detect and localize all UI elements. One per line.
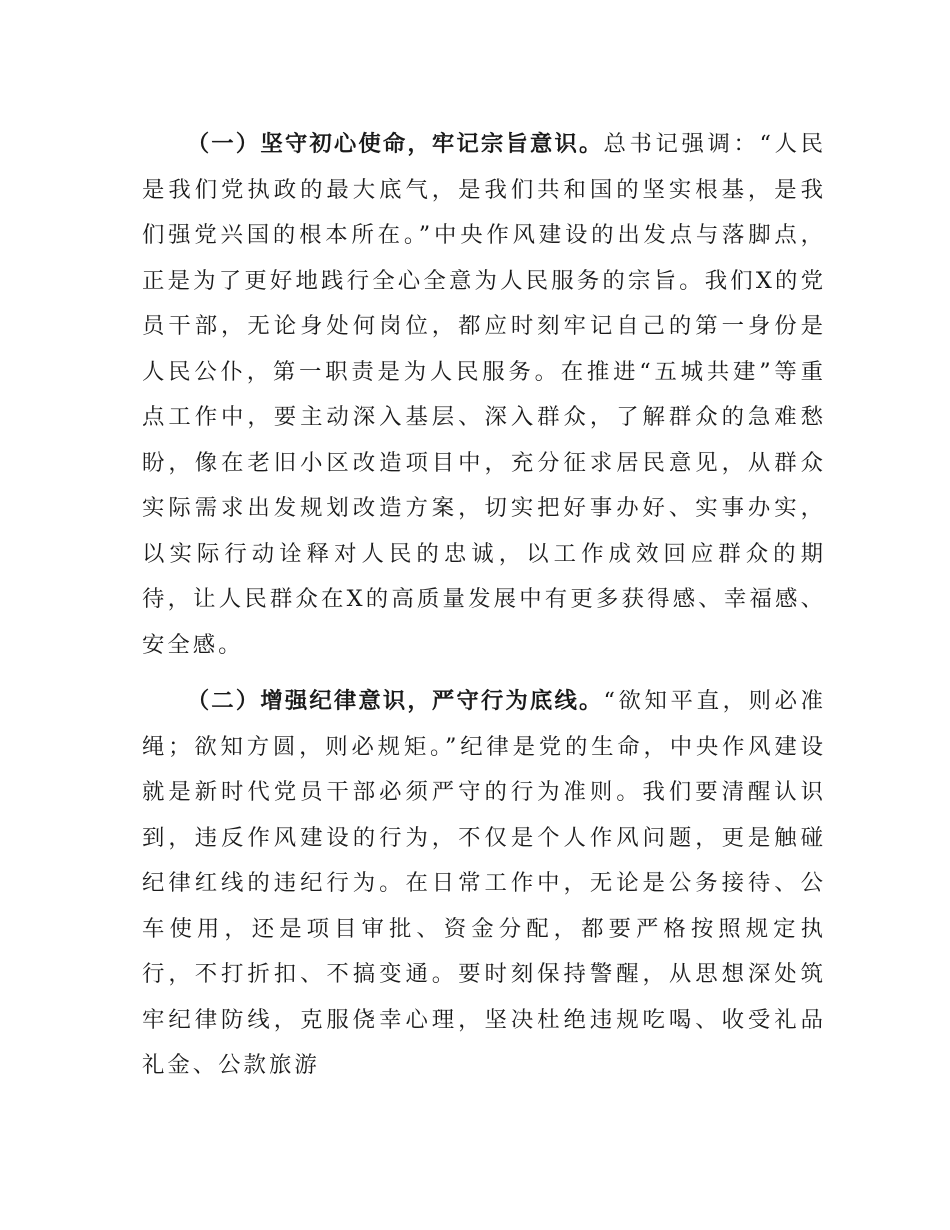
paragraph-2-heading: （二）增强纪律意识，严守行为底线。: [186, 688, 604, 714]
paragraph-1-heading: （一）坚守初心使命，牢记宗旨意识。: [186, 131, 604, 157]
paragraph-1-body: 总书记强调：“人民是我们党执政的最大底气，是我们共和国的坚实根基，是我们强党兴国的根本所在。”中央作风建设的出发点与落脚点，正是为了更好地践行全心全意为人民服务的宗旨。我们X的党员干部，无论身处何岗位，都应时刻牢记自己的第一身份是人民公仆，第一职责是为人民服务。在推进“五城共建”等重点工作中，要主动深入基层、深入群众，了解群众的急难愁盼，像在老旧小区改造项目中，充分征求居民意见，从群众实际需求出发规划改造方案，切实把好事办好、实事办实，以实际行动诠释对人民的忠诚，以工作成效回应群众的期待，让人民群众在X的高质量发展中有更多获得感、幸福感、安全感。: [142, 131, 826, 658]
paragraph-2-body: “欲知平直，则必准绳；欲知方圆，则必规矩。”纪律是党的生命，中央作风建设就是新时代党员干部必须严守的行为准则。我们要清醒认识到，违反作风建设的行为，不仅是个人作风问题，更是触碰纪律红线的违纪行为。在日常工作中，无论是公务接待、公车使用，还是项目审批、资金分配，都要严格按照规定执行，不打折扣、不搞变通。要时刻保持警醒，从思想深处筑牢纪律防线，克服侥幸心理，坚决杜绝违规吃喝、收受礼品礼金、公款旅游: [142, 688, 826, 1078]
paragraph-2: [142, 679, 826, 1089]
paragraph-1: [142, 122, 826, 668]
